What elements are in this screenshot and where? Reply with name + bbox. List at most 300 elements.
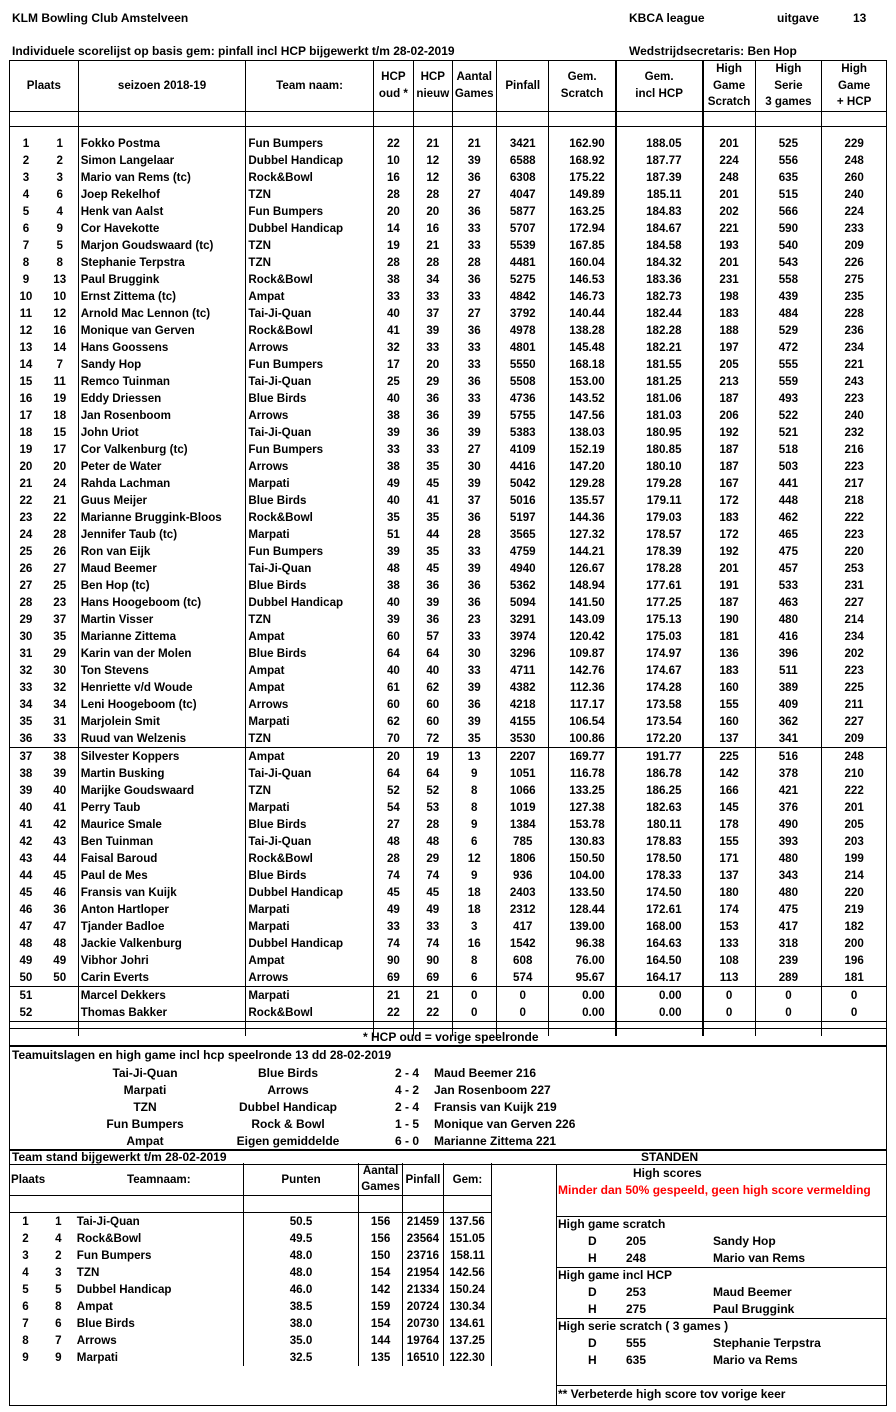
high-score-player: Mario va Rems [713,1353,798,1367]
cell-avg-hcp: 174.28 [616,679,703,696]
league-name: KBCA league [629,11,705,25]
team-games: 154 [359,1315,403,1332]
player-row [10,713,887,730]
cell-high-game-scratch: 133 [703,935,756,952]
col-games: Aantal Games [452,61,496,112]
cell-high-serie: 463 [755,594,822,611]
edition-label: uitgave [777,11,820,25]
cell-games: 36 [452,203,496,220]
cell-high-game-hcp: 211 [822,696,887,713]
cell-hcp-new: 74 [414,935,452,952]
player-row [10,662,887,679]
cell-high-game-hcp: 234 [822,339,887,356]
cell-high-serie: 518 [755,441,822,458]
high-game-player: Fransis van Kuijk 219 [434,1100,557,1114]
cell-player-name: Tjander Badloe [78,918,246,935]
cell-games: 16 [452,935,496,952]
cell-high-serie: 540 [755,237,822,254]
cell-plaats: 50 [10,969,42,987]
cell-avg-scratch: 167.85 [549,237,616,254]
cell-hcp-new: 21 [414,135,452,152]
cell-avg-hcp: 191.77 [616,747,703,765]
team-standings-table [9,1163,558,1366]
cell-high-game-hcp: 223 [822,390,887,407]
cell-games: 33 [452,390,496,407]
cell-player-name: Jennifer Taub (tc) [78,526,246,543]
player-row [10,782,887,799]
cell-hcp-new: 69 [414,969,452,987]
cell-avg-hcp: 181.55 [616,356,703,373]
cell-games: 36 [452,509,496,526]
cell-pinfall: 5094 [496,594,549,611]
cell-high-game-scratch: 155 [703,696,756,713]
cell-hcp-old: 64 [373,645,413,662]
cell-player-name: Marjon Goudswaard (tc) [78,237,246,254]
cell-player-name: Ben Hop (tc) [78,577,246,594]
cell-high-game-scratch: 201 [703,186,756,203]
col-high-game-scratch: High Game Scratch [703,61,756,112]
team-pinfall: 16510 [402,1349,443,1366]
cell-games: 39 [452,424,496,441]
team-pinfall: 23716 [402,1247,443,1264]
cell-avg-hcp: 173.58 [616,696,703,713]
cell-pinfall: 4382 [496,679,549,696]
cell-high-serie: 522 [755,407,822,424]
cell-avg-scratch: 144.36 [549,509,616,526]
team-plaats-prev: 2 [55,1249,62,1262]
team-games: 150 [359,1247,403,1264]
cell-avg-hcp: 175.03 [616,628,703,645]
cell-high-game-scratch: 183 [703,509,756,526]
cell-avg-hcp: 186.78 [616,765,703,782]
player-row [10,730,887,748]
cell-avg-hcp: 178.83 [616,833,703,850]
cell-avg-scratch: 0.00 [549,1004,616,1022]
cell-team-name: Rock&Bowl [246,322,373,339]
team-avg: 137.25 [443,1332,491,1349]
cell-plaats: 27 [10,577,42,594]
cell-high-game-hcp: 216 [822,441,887,458]
cell-player-name: Mario van Rems (tc) [78,169,246,186]
away-team: Dubbel Handicap [238,1100,337,1114]
cell-hcp-old: 51 [373,526,413,543]
team-avg: 122.30 [443,1349,491,1366]
standings-col-pinfall: Pinfall [402,1163,443,1196]
cell-plaats: 36 [10,730,42,748]
high-score-division: H [588,1353,597,1367]
cell-high-serie: 239 [755,952,822,969]
cell-high-game-hcp: 225 [822,679,887,696]
cell-player-name: Paul Bruggink [78,271,246,288]
cell-team-name: Blue Birds [246,645,373,662]
cell-pinfall: 4711 [496,662,549,679]
cell-games: 39 [452,679,496,696]
cell-high-serie: 448 [755,492,822,509]
cell-avg-hcp: 184.67 [616,220,703,237]
cell-hcp-new: 53 [414,799,452,816]
cell-pinfall: 4109 [496,441,549,458]
cell-avg-scratch: 139.00 [549,918,616,935]
cell-hcp-old: 22 [373,135,413,152]
cell-pinfall: 1066 [496,782,549,799]
cell-team-name: Arrows [246,969,373,987]
cell-high-serie: 417 [755,918,822,935]
cell-plaats-prev: 8 [56,255,63,269]
cell-games: 36 [452,169,496,186]
cell-hcp-old: 35 [373,509,413,526]
cell-high-game-hcp: 234 [822,628,887,645]
cell-team-name: Marpati [246,901,373,918]
cell-hcp-old: 28 [373,850,413,867]
cell-avg-hcp: 179.11 [616,492,703,509]
cell-avg-scratch: 96.38 [549,935,616,952]
cell-avg-scratch: 153.78 [549,816,616,833]
standings-col-games: Aantal Games [359,1163,403,1196]
player-row [10,901,887,918]
cell-hcp-old: 74 [373,867,413,884]
cell-plaats: 38 [10,765,42,782]
cell-high-game-hcp: 243 [822,373,887,390]
cell-avg-scratch: 152.19 [549,441,616,458]
cell-high-game-scratch: 187 [703,458,756,475]
cell-player-name: Ton Stevens [78,662,246,679]
cell-avg-hcp: 182.73 [616,288,703,305]
cell-avg-hcp: 178.39 [616,543,703,560]
high-score-section-title: High game scratch [558,1217,666,1231]
cell-games: 27 [452,305,496,322]
cell-hcp-old: 38 [373,458,413,475]
cell-high-game-hcp: 219 [822,901,887,918]
cell-avg-scratch: 142.76 [549,662,616,679]
cell-hcp-new: 60 [414,713,452,730]
cell-games: 36 [452,696,496,713]
cell-team-name: Dubbel Handicap [246,935,373,952]
cell-high-serie: 529 [755,322,822,339]
away-team: Arrows [267,1083,309,1097]
cell-high-serie: 457 [755,560,822,577]
cell-high-game-hcp: 222 [822,782,887,799]
cell-team-name: Ampat [246,288,373,305]
cell-pinfall: 4940 [496,560,549,577]
cell-plaats-prev: 20 [53,459,67,473]
cell-high-serie: 511 [755,662,822,679]
cell-player-name: Marjolein Smit [78,713,246,730]
high-score-score: 555 [625,1336,647,1350]
team-plaats-prev: 6 [55,1317,62,1330]
cell-avg-scratch: 120.42 [549,628,616,645]
cell-hcp-new: 74 [414,867,452,884]
cell-high-game-hcp: 227 [822,713,887,730]
cell-hcp-old: 45 [373,884,413,901]
cell-pinfall: 5755 [496,407,549,424]
cell-hcp-new: 36 [414,407,452,424]
cell-player-name: Monique van Gerven [78,322,246,339]
cell-high-serie: 558 [755,271,822,288]
team-games: 156 [359,1213,403,1231]
team-name: Marpati [76,1351,119,1364]
player-row [10,969,887,987]
cell-plaats: 10 [10,288,42,305]
cell-games: 27 [452,186,496,203]
cell-team-name: TZN [246,237,373,254]
cell-player-name: Faisal Baroud [78,850,246,867]
team-plaats: 1 [22,1215,29,1228]
cell-plaats: 6 [10,220,42,237]
cell-team-name: Blue Birds [246,577,373,594]
team-plaats: 6 [22,1300,29,1313]
team-name: Tai-Ji-Quan [76,1215,140,1228]
cell-games: 8 [452,799,496,816]
cell-high-game-scratch: 172 [703,526,756,543]
cell-plaats: 13 [10,339,42,356]
cell-high-game-scratch: 197 [703,339,756,356]
cell-plaats: 44 [10,867,42,884]
cell-high-game-hcp: 223 [822,662,887,679]
secretary: Wedstrijdsecretaris: Ben Hop [629,44,797,58]
player-row [10,611,887,628]
cell-avg-hcp: 164.63 [616,935,703,952]
cell-hcp-new: 33 [414,918,452,935]
player-row [10,407,887,424]
cell-team-name: Marpati [246,475,373,492]
cell-avg-hcp: 188.05 [616,135,703,152]
cell-games: 35 [452,730,496,748]
cell-high-serie: 493 [755,390,822,407]
cell-player-name: Martin Busking [78,765,246,782]
cell-player-name: Karin van der Molen [78,645,246,662]
cell-avg-hcp: 174.50 [616,884,703,901]
cell-high-game-hcp: 218 [822,492,887,509]
cell-plaats: 19 [10,441,42,458]
cell-hcp-old: 39 [373,424,413,441]
cell-avg-scratch: 106.54 [549,713,616,730]
team-pinfall: 21954 [402,1264,443,1281]
cell-games: 39 [452,407,496,424]
cell-high-game-scratch: 155 [703,833,756,850]
cell-team-name: Fun Bumpers [246,543,373,560]
cell-plaats-prev: 35 [53,629,67,643]
team-pinfall: 21334 [402,1281,443,1298]
player-rows [10,135,887,1036]
cell-plaats-prev: 46 [53,885,67,899]
cell-plaats: 49 [10,952,42,969]
cell-avg-scratch: 127.32 [549,526,616,543]
cell-avg-scratch: 153.00 [549,373,616,390]
team-plaats: 4 [22,1266,29,1279]
cell-hcp-old: 28 [373,254,413,271]
team-points: 50.5 [243,1213,358,1231]
high-score-player: Maud Beemer [713,1285,792,1299]
cell-games: 33 [452,543,496,560]
high-game-player: Jan Rosenboom 227 [434,1083,551,1097]
team-games: 142 [359,1281,403,1298]
cell-hcp-old: 21 [373,986,413,1004]
cell-avg-hcp: 186.25 [616,782,703,799]
edition-number: 13 [853,11,867,25]
cell-plaats-prev: 37 [53,612,67,626]
cell-high-game-scratch: 172 [703,492,756,509]
player-row [10,237,887,254]
cell-games: 18 [452,901,496,918]
cell-plaats-prev [42,986,78,1004]
cell-games: 30 [452,645,496,662]
team-avg: 137.56 [443,1213,491,1231]
cell-avg-hcp: 164.50 [616,952,703,969]
cell-pinfall: 5275 [496,271,549,288]
player-row [10,271,887,288]
cell-pinfall: 5042 [496,475,549,492]
cell-plaats-prev: 16 [53,323,67,337]
cell-team-name: Rock&Bowl [246,850,373,867]
cell-high-serie: 462 [755,509,822,526]
cell-plaats-prev: 23 [53,595,67,609]
high-score-score: 275 [625,1302,647,1316]
cell-avg-scratch: 95.67 [549,969,616,987]
cell-plaats-prev: 39 [53,766,67,780]
cell-plaats-prev: 33 [53,731,67,745]
player-row [10,441,887,458]
cell-avg-hcp: 180.95 [616,424,703,441]
cell-avg-scratch: 76.00 [549,952,616,969]
cell-player-name: Ron van Eijk [78,543,246,560]
team-plaats: 5 [22,1283,29,1296]
team-row [9,1213,558,1231]
cell-high-game-hcp: 240 [822,407,887,424]
cell-hcp-old: 39 [373,611,413,628]
cell-avg-hcp: 178.57 [616,526,703,543]
cell-games: 18 [452,884,496,901]
cell-avg-scratch: 163.25 [549,203,616,220]
cell-hcp-new: 49 [414,901,452,918]
team-pinfall: 20724 [402,1298,443,1315]
note-divider [556,1385,887,1386]
team-games: 154 [359,1264,403,1281]
player-row [10,935,887,952]
player-row [10,816,887,833]
cell-pinfall: 5707 [496,220,549,237]
cell-high-serie: 480 [755,611,822,628]
team-points: 48.0 [243,1264,358,1281]
high-score-division: D [588,1285,597,1299]
cell-plaats: 1 [10,135,42,152]
cell-high-game-scratch: 0 [703,986,756,1004]
cell-high-serie: 555 [755,356,822,373]
cell-plaats: 31 [10,645,42,662]
cell-avg-hcp: 177.61 [616,577,703,594]
cell-high-game-hcp: 217 [822,475,887,492]
cell-pinfall: 3974 [496,628,549,645]
cell-avg-hcp: 178.33 [616,867,703,884]
team-name: Ampat [76,1300,113,1313]
cell-plaats-prev: 30 [53,663,67,677]
cell-avg-hcp: 185.11 [616,186,703,203]
cell-hcp-new: 48 [414,833,452,850]
cell-high-game-hcp: 253 [822,560,887,577]
cell-plaats-prev: 29 [53,646,67,660]
team-row [9,1230,558,1247]
cell-plaats-prev: 42 [53,817,67,831]
cell-games: 36 [452,373,496,390]
cell-avg-scratch: 0.00 [549,986,616,1004]
standen-title: STANDEN [641,1150,699,1164]
player-row [10,152,887,169]
cell-high-game-hcp: 248 [822,747,887,765]
cell-plaats: 16 [10,390,42,407]
cell-avg-hcp: 180.10 [616,458,703,475]
cell-pinfall: 3530 [496,730,549,748]
cell-high-serie: 475 [755,901,822,918]
cell-player-name: Vibhor Johri [78,952,246,969]
cell-avg-scratch: 146.73 [549,288,616,305]
cell-player-name: Thomas Bakker [78,1004,246,1022]
cell-team-name: Marpati [246,526,373,543]
high-scores-title: High scores [633,1166,702,1180]
cell-high-game-scratch: 221 [703,220,756,237]
cell-games: 12 [452,850,496,867]
cell-avg-scratch: 116.78 [549,765,616,782]
team-pinfall: 21459 [402,1213,443,1231]
standings-col-team: Teamnaam: [126,1172,191,1186]
high-score-score: 253 [625,1285,647,1299]
cell-high-serie: 503 [755,458,822,475]
cell-hcp-new: 21 [414,237,452,254]
cell-pinfall: 2403 [496,884,549,901]
cell-team-name: Tai-Ji-Quan [246,424,373,441]
cell-plaats: 32 [10,662,42,679]
cell-avg-hcp: 175.13 [616,611,703,628]
high-score-player: Sandy Hop [713,1234,776,1248]
cell-high-game-scratch: 137 [703,730,756,748]
cell-games: 33 [452,237,496,254]
cell-games: 33 [452,339,496,356]
player-row [10,884,887,901]
cell-hcp-new: 36 [414,390,452,407]
cell-hcp-old: 48 [373,560,413,577]
team-plaats-prev: 9 [55,1351,62,1364]
cell-high-game-scratch: 166 [703,782,756,799]
team-points: 32.5 [243,1349,358,1366]
cell-plaats: 2 [10,152,42,169]
team-pinfall: 19764 [402,1332,443,1349]
high-score-division: H [588,1251,597,1265]
cell-player-name: Ernst Zittema (tc) [78,288,246,305]
cell-plaats: 42 [10,833,42,850]
cell-plaats: 23 [10,509,42,526]
cell-high-game-hcp: 226 [822,254,887,271]
player-row [10,526,887,543]
cell-games: 36 [452,594,496,611]
match-score: 2 - 4 [395,1066,420,1080]
cell-high-game-hcp: 0 [822,986,887,1004]
team-pinfall: 20730 [402,1315,443,1332]
cell-avg-scratch: 133.50 [549,884,616,901]
cell-player-name: Cor Havekotte [78,220,246,237]
cell-pinfall: 4155 [496,713,549,730]
player-row [10,288,887,305]
cell-plaats-prev: 40 [53,783,67,797]
cell-hcp-old: 40 [373,492,413,509]
cell-high-serie: 416 [755,628,822,645]
standings-col-plaats: Plaats [11,1172,46,1186]
cell-hcp-old: 14 [373,220,413,237]
cell-avg-hcp: 174.97 [616,645,703,662]
cell-plaats-prev [42,1004,78,1022]
player-row [10,747,887,765]
cell-pinfall: 2312 [496,901,549,918]
team-avg: 142.56 [443,1264,491,1281]
cell-avg-scratch: 104.00 [549,867,616,884]
cell-team-name: TZN [246,186,373,203]
